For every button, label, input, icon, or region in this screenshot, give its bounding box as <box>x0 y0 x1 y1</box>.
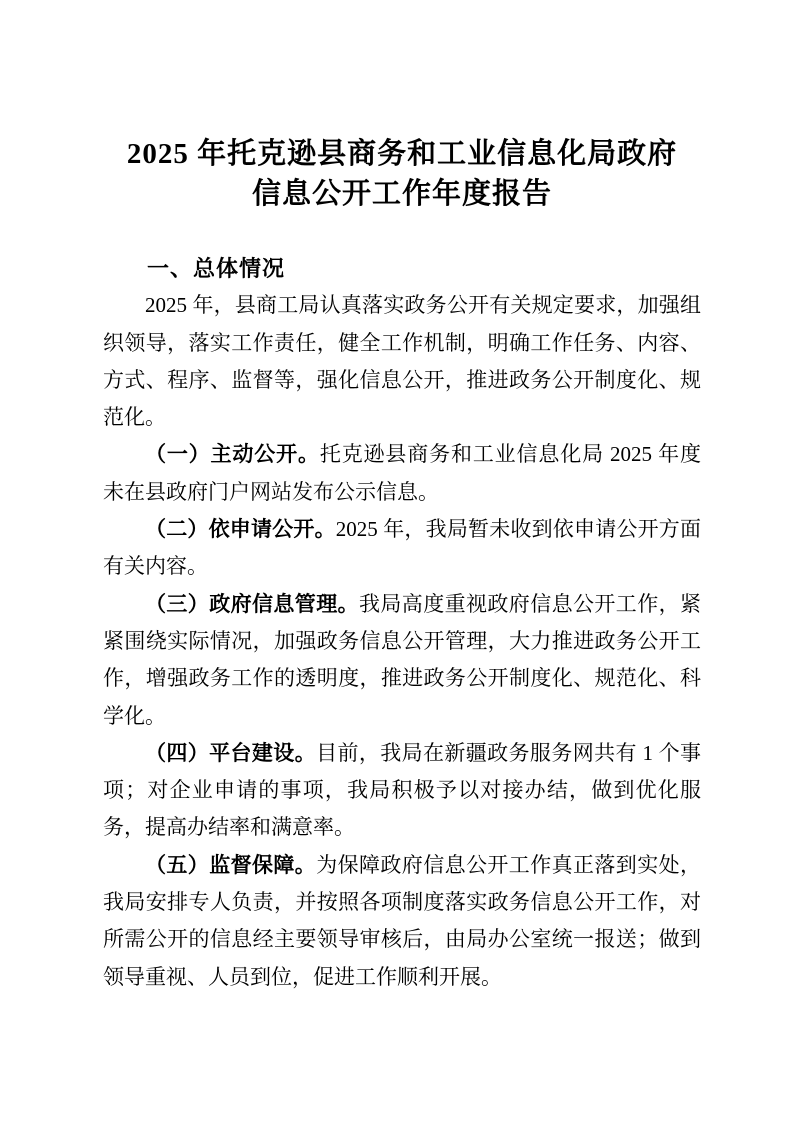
document-title-line1: 2025 年托克逊县商务和工业信息化局政府 <box>126 138 678 170</box>
document-title <box>103 134 701 214</box>
paragraph-proactive-disclosure-text: 托克逊县商务和工业信息化局 2025 年度未在县政府门户网站发布公示信息。 <box>103 442 702 504</box>
paragraph-proactive-disclosure-lead: （一）主动公开。 <box>145 442 320 467</box>
document-title-line2: 信息公开工作年度报告 <box>251 178 552 210</box>
paragraph-platform-construction-lead: （四）平台建设。 <box>145 740 317 765</box>
paragraph-platform-construction-text: 目前，我局在新疆政务服务网共有 1 个事项；对企业申请的事项，我局积极予以对接办结，做到优化服务，提高办结率和满意率。 <box>103 740 701 840</box>
paragraph-disclosure-upon-request-text: 2025 年，我局暂未收到依申请公开方面有关内容。 <box>103 517 701 579</box>
paragraph-supervision-guarantee-lead: （五）监督保障。 <box>145 852 317 877</box>
paragraph-supervision-guarantee <box>103 847 701 996</box>
paragraph-overview <box>103 287 701 436</box>
paragraph-proactive-disclosure <box>103 436 701 511</box>
paragraph-information-management-lead: （三）政府信息管理。 <box>145 591 359 616</box>
paragraph-information-management <box>103 586 701 735</box>
paragraph-supervision-guarantee-text: 为保障政府信息公开工作真正落到实处，我局安排专人负责，并按照各项制度落实政务信息公开工作，对所需公开的信息经主要领导审核后，由局办公室统一报送；做到领导重视、人员到位，促进工作顺利开展。 <box>103 852 702 989</box>
paragraph-disclosure-upon-request <box>103 511 701 586</box>
paragraph-information-management-text: 我局高度重视政府信息公开工作，紧紧围绕实际情况，加强政务信息公开管理，大力推进政务公开工作，增强政务工作的透明度，推进政务公开制度化、规范化、科学化。 <box>103 591 701 728</box>
paragraph-overview-text: 2025 年，县商工局认真落实政务公开有关规定要求，加强组织领导，落实工作责任，健全工作机制，明确工作任务、内容、方式、程序、监督等，强化信息公开，推进政务公开制度化、规范化。 <box>103 293 701 430</box>
paragraph-platform-construction <box>103 735 701 847</box>
section-heading-overall-situation: 一、总体情况 <box>147 256 286 281</box>
paragraph-disclosure-upon-request-lead: （二）依申请公开。 <box>145 517 336 542</box>
